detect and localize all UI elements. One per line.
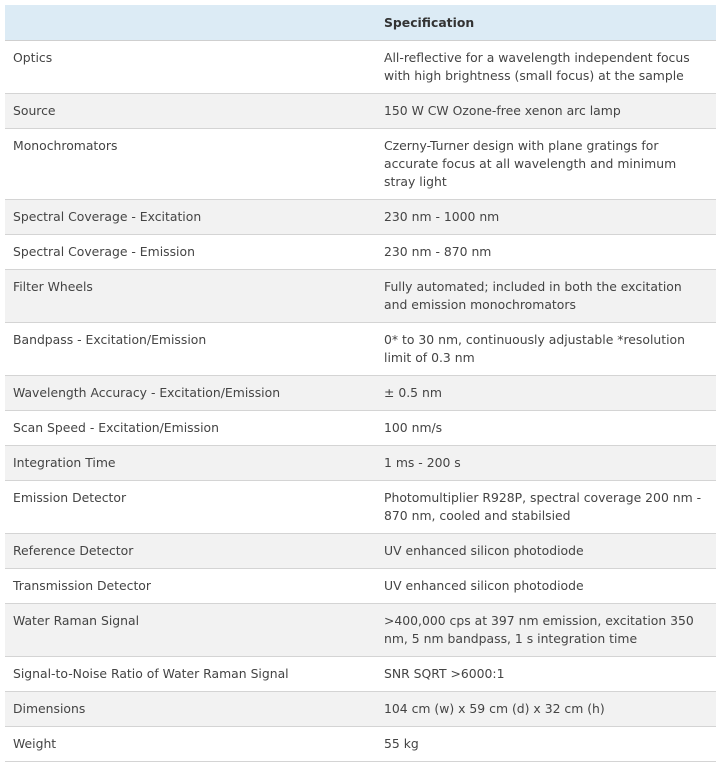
row-value-cell: 150 W CW Ozone-free xenon arc lamp [376,94,716,129]
row-value-cell: >400,000 cps at 397 nm emission, excitation 350 nm, 5 nm bandpass, 1 s integration time [376,604,716,657]
row-label-cell: Dimensions [5,692,376,727]
row-label-cell: Wavelength Accuracy - Excitation/Emission [5,376,376,411]
row-label-cell: Signal-to-Noise Ratio of Water Raman Signal [5,657,376,692]
row-value-cell: Photomultiplier R928P, spectral coverage 200 nm - 870 nm, cooled and stabilsied [376,481,716,534]
table-row [5,129,716,200]
table-row [5,200,716,235]
table-row [5,411,716,446]
table-row [5,604,716,657]
row-label-cell: Emission Detector [5,481,376,534]
row-label-cell: Optics [5,41,376,94]
row-label-cell: Source [5,94,376,129]
row-value-cell: SNR SQRT >6000:1 [376,657,716,692]
table-row [5,270,716,323]
row-value-cell: 0* to 30 nm, continuously adjustable *resolution limit of 0.3 nm [376,323,716,376]
row-value-cell: Fully automated; included in both the excitation and emission monochromators [376,270,716,323]
row-value-cell: 230 nm - 1000 nm [376,200,716,235]
row-label-cell: Transmission Detector [5,569,376,604]
table-row [5,727,716,762]
row-value-cell: UV enhanced silicon photodiode [376,569,716,604]
table-row [5,41,716,94]
row-value-cell: 1 ms - 200 s [376,446,716,481]
row-label-cell: Reference Detector [5,534,376,569]
row-label-cell: Bandpass - Excitation/Emission [5,323,376,376]
row-value-cell: Czerny-Turner design with plane gratings for accurate focus at all wavelength and minimum stray light [376,129,716,200]
row-value-cell: 100 nm/s [376,411,716,446]
table-row [5,235,716,270]
header-cell-specification: Specification [376,5,716,41]
row-value-cell: All-reflective for a wavelength independent focus with high brightness (small focus) at the sample [376,41,716,94]
row-label-cell: Spectral Coverage - Emission [5,235,376,270]
row-value-cell: 104 cm (w) x 59 cm (d) x 32 cm (h) [376,692,716,727]
row-value-cell: 55 kg [376,727,716,762]
row-label-cell: Integration Time [5,446,376,481]
table-row [5,376,716,411]
row-label-cell: Weight [5,727,376,762]
table-header-row [5,5,716,41]
row-value-cell: 230 nm - 870 nm [376,235,716,270]
table-row [5,534,716,569]
row-label-cell: Filter Wheels [5,270,376,323]
table-body [5,41,716,762]
row-label-cell: Scan Speed - Excitation/Emission [5,411,376,446]
table-row [5,94,716,129]
row-label-cell: Spectral Coverage - Excitation [5,200,376,235]
specification-table [5,5,716,762]
row-label-cell: Water Raman Signal [5,604,376,657]
row-value-cell: UV enhanced silicon photodiode [376,534,716,569]
table-row [5,323,716,376]
table-row [5,692,716,727]
row-value-cell: ± 0.5 nm [376,376,716,411]
table-row [5,569,716,604]
table-row [5,657,716,692]
header-cell-parameter [5,5,376,41]
row-label-cell: Monochromators [5,129,376,200]
table-row [5,481,716,534]
table-row [5,446,716,481]
